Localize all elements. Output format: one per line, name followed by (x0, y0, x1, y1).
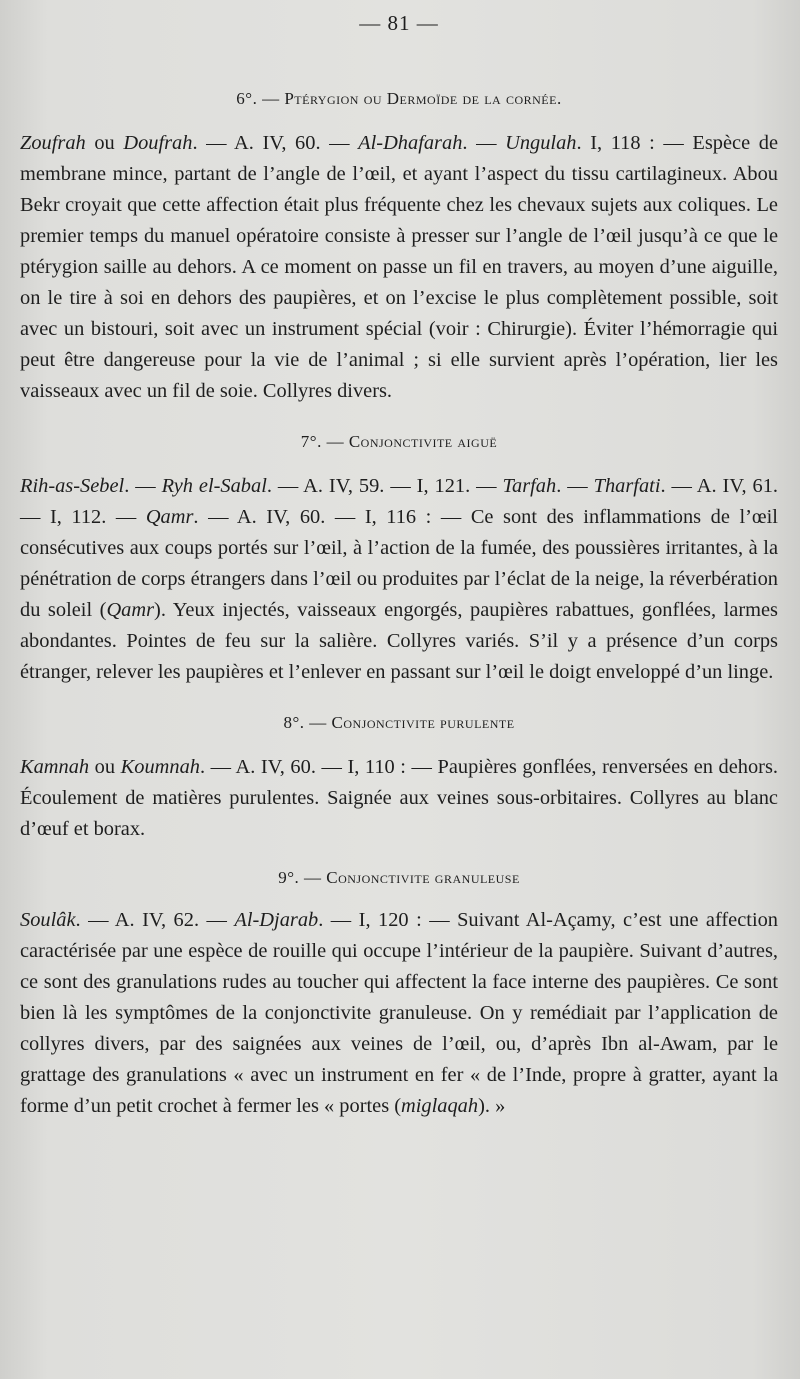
term: Al-Dhafarah (358, 132, 463, 154)
term: Koumnah (120, 756, 200, 778)
text: . — A. IV, 60. — I, 110 : — Paupières gonflées, renversées en dehors. Écoulement de matières purulentes. Saignée aux veines sous-orbitaires. Collyres au blanc d’œuf et borax. (20, 756, 778, 840)
page-number: — 81 — (359, 11, 439, 35)
text: . — (556, 475, 594, 497)
text: . — A. IV, 60. — (192, 132, 359, 154)
text: . — A. IV, 62. — (75, 909, 235, 931)
section-paragraph-6 (20, 128, 778, 407)
text: . — (462, 132, 506, 154)
section-paragraph-9 (20, 905, 778, 1122)
term: Al-Djarab (234, 909, 319, 931)
term: Rih-as-Sebel (20, 475, 125, 497)
text: ). » (478, 1095, 506, 1117)
text: . — A. IV, 61. — I, 112. — (20, 475, 778, 528)
term: Tharfati (593, 475, 661, 497)
term: Ungulah (505, 132, 577, 154)
text: . I, 118 : — Espèce de membrane mince, partant de l’angle de l’œil, et ayant l’aspect du tissu cartilagineux. Abou Bekr croyait que cette affection était plus fréquente chez les chevaux sujets aux coliques. Le premier temps du manuel opératoire consiste à presser sur l’angle de l’œil jusqu’à ce que le ptérygion saille au dehors. A ce moment on passe un fil en travers, au moyen d’une aiguille, on le tire à soi en dehors des paupières, et on l’excise le plus complètement possible, soit avec un bistouri, soit avec un instrument spécial (voir : Chirurgie). Éviter l’hémorragie qui peut être dangereuse pour la vie de l’animal ; si elle survient après l’opération, lier les vaisseaux avec un fil de soie. Collyres divers. (20, 132, 778, 402)
text: . — A. IV, 59. — I, 121. — (266, 475, 503, 497)
term: Ryh el-Sabal (161, 475, 267, 497)
term: Kamnah (20, 756, 90, 778)
text: . — (124, 475, 162, 497)
term: Tarfah (502, 475, 557, 497)
text: ). Yeux injectés, vaisseaux engorgés, paupières rabattues, gonflées, larmes abondantes. Pointes de feu sur la salière. Collyres variés. S’il y a présence d’un corps étranger, relever les paupières et l’enlever en passant sur l’œil le doigt enveloppé d’un linge. (20, 599, 778, 683)
section-heading-8: 8°. — Conjonctivite purulente (283, 713, 515, 732)
term: Zoufrah (20, 132, 86, 154)
section-paragraph-7 (20, 471, 778, 688)
section-heading-7: 7°. — Conjonctivite aiguë (300, 432, 498, 451)
section-heading-6: 6°. — Ptérygion ou Dermoïde de la cornée. (236, 89, 562, 108)
section-heading-9: 9°. — Conjonctivite granuleuse (278, 868, 520, 887)
text: . — I, 120 : — Suivant Al-Açamy, c’est une affection caractérisée par une espèce de rouille qui occupe l’intérieur de la paupière. Suivant d’autres, ce sont des granulations rudes au toucher qui affectent la face interne des paupières. Ce sont bien là les symptômes de la conjonctivite granuleuse. On y remédiait par l’application de collyres divers, par des saignées aux veines de l’œil, ou, d’après Ibn al-Awam, par le grattage des granulations « avec un instrument en fer « de l’Inde, propre à gratter, ayant la forme d’un petit crochet à fermer les « portes ( (20, 909, 778, 1117)
term: Qamr (145, 506, 194, 528)
text: . — A. IV, 60. — I, 116 : — Ce sont des inflammations de l’œil consécutives aux coups portés sur l’œil, à l’action de la fumée, des poussières irritantes, à la pénétration de corps étrangers dans l’œil ou produites par l’éclat de la neige, la réverbération du soleil ( (20, 506, 778, 621)
term: miglaqah (401, 1095, 479, 1117)
term: Qamr (106, 599, 155, 621)
text: ou (85, 132, 124, 154)
term: Doufrah (123, 132, 193, 154)
text: ou (89, 756, 121, 778)
section-paragraph-8 (20, 752, 778, 845)
term: Soulâk (20, 909, 76, 931)
